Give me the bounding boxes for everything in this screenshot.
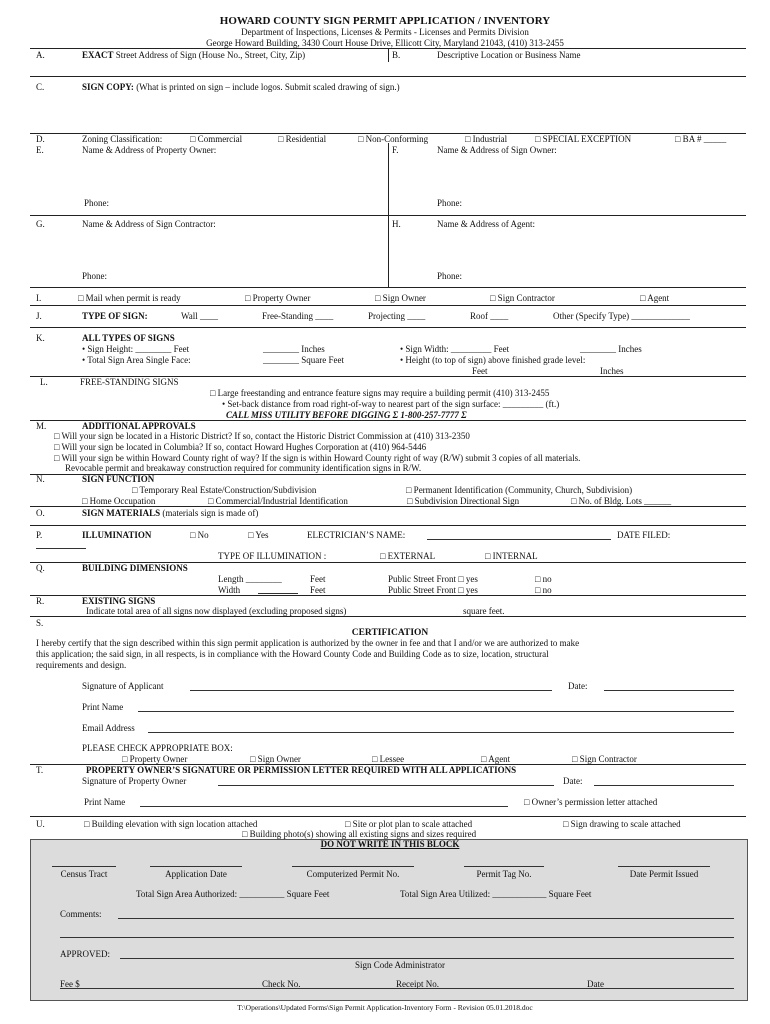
function-subdivision-directional-checkbox[interactable]: □ Subdivision Directional Sign (407, 496, 520, 506)
historic-district-checkbox[interactable]: □ Will your sign be located in a Historic District? If so, contact the Historic District Commission at (410) 313-2350 (54, 431, 470, 441)
applicant-property-owner-checkbox[interactable]: □ Property Owner (122, 754, 188, 764)
business-name-label: Descriptive Location or Business Name (437, 50, 581, 60)
width-feet-label: Feet (310, 585, 326, 595)
section-letter: L. (40, 377, 48, 387)
fee-line[interactable] (60, 988, 734, 989)
owner-date-field[interactable] (594, 785, 734, 786)
sign-materials-label (82, 508, 258, 518)
section-letter: K. (36, 333, 45, 343)
certification-title: CERTIFICATION (351, 628, 429, 638)
zoning-nonconforming-checkbox[interactable]: □ Non-Conforming (358, 134, 429, 144)
office-use-block (30, 839, 748, 1001)
street-address-label (82, 50, 305, 60)
type-projecting-field[interactable]: Projecting ____ (368, 311, 426, 321)
electrician-name-label: ELECTRICIAN’S NAME: (307, 530, 406, 540)
illumination-yes-checkbox[interactable]: □ Yes (248, 530, 269, 540)
certification-text-3: requirements and design. (36, 660, 127, 670)
rule (30, 305, 746, 306)
section-letter: N. (36, 474, 45, 484)
contractor-phone: Phone: (82, 271, 108, 281)
fee-label: Fee $ (60, 979, 80, 989)
function-home-occupation-checkbox[interactable]: □ Home Occupation (82, 496, 156, 506)
section-letter: H. (392, 219, 401, 229)
rule (30, 76, 746, 77)
date-permit-issued-label: Date Permit Issued (629, 869, 699, 879)
total-area-utilized[interactable]: Total Sign Area Utilized: ____________ Square Feet (400, 889, 592, 899)
check-no-label: Check No. (262, 979, 301, 989)
all-types-label: ALL TYPES OF SIGNS (82, 333, 175, 343)
illumination-label: ILLUMINATION (82, 530, 152, 540)
section-letter: Q. (36, 563, 45, 573)
rule (30, 616, 746, 617)
section-letter: G. (36, 219, 45, 229)
property-owner-label: Name & Address of Property Owner: (82, 145, 217, 155)
footer-path: T:\Operations\Updated Forms\Sign Permit Application-Inventory Form - Revision 05.01.2018.doc (237, 1003, 533, 1012)
existing-signs-label: EXISTING SIGNS (82, 596, 156, 606)
applicant-agent-checkbox[interactable]: □ Agent (481, 754, 511, 764)
sign-copy-bold: SIGN COPY: (82, 82, 134, 92)
length-feet-label: Feet (310, 574, 326, 584)
height-above-grade-label: • Height (to top of sign) above finished grade level: (400, 355, 586, 365)
height-above-grade-feet[interactable]: Feet (472, 366, 488, 376)
approved-signature-field[interactable] (120, 958, 734, 959)
function-permanent-checkbox[interactable]: □ Permanent Identification (Community, Church, Subdivision) (406, 485, 633, 495)
large-freestanding-checkbox[interactable]: □ Large freestanding and entrance feature signs may require a building permit (410) 313-2455 (210, 388, 550, 398)
function-commercial-checkbox[interactable]: □ Commercial/Industrial Identification (208, 496, 348, 506)
zoning-ba-checkbox[interactable]: □ BA # _____ (675, 134, 727, 144)
zoning-special-exception-checkbox[interactable]: □ SPECIAL EXCEPTION (535, 134, 632, 144)
building-dimensions-label: BUILDING DIMENSIONS (82, 563, 188, 573)
section-letter: U. (36, 819, 45, 829)
sign-code-admin-label: Sign Code Administrator (355, 960, 445, 970)
function-bldg-lots-checkbox[interactable]: □ No. of Bldg. Lots ______ (571, 496, 672, 506)
print-name-label: Print Name (82, 702, 124, 712)
section-letter: R. (36, 596, 45, 606)
comments-label: Comments: (60, 909, 102, 919)
section-letter: O. (36, 508, 45, 518)
date-filed-label: DATE FILED: (617, 530, 671, 540)
building-length-field[interactable]: Length ________ (218, 574, 282, 584)
census-tract-field[interactable] (52, 866, 116, 867)
mail-agent-checkbox[interactable]: □ Agent (640, 293, 670, 303)
type-wall-field[interactable]: Wall ____ (181, 311, 219, 321)
owner-permission-letter-checkbox[interactable]: □ Owner’s permission letter attached (524, 797, 658, 807)
sign-copy-rest: (What is printed on sign – include logos. Submit scaled drawing of sign.) (133, 82, 400, 92)
owner-signature-field[interactable] (218, 785, 554, 786)
site-plan-checkbox[interactable]: □ Site or plot plan to scale attached (345, 819, 473, 829)
comments-field-1[interactable] (118, 918, 734, 919)
electrician-name-field[interactable] (427, 539, 611, 540)
zoning-industrial-checkbox[interactable]: □ Industrial (465, 134, 508, 144)
sign-height-field[interactable]: • Sign Height: ________ Feet (82, 344, 190, 354)
illumination-external-checkbox[interactable]: □ EXTERNAL (380, 551, 436, 561)
property-owner-phone: Phone: (84, 198, 110, 208)
zoning-residential-checkbox[interactable]: □ Residential (278, 134, 327, 144)
right-of-way-checkbox[interactable]: □ Will your sign be within Howard County right of way? If the sign is within Howard County right of way (R/W) submit 3 copies of all materials. (54, 453, 581, 463)
computerized-permit-field[interactable] (292, 866, 414, 867)
agent-phone: Phone: (437, 271, 463, 281)
zoning-commercial-checkbox[interactable]: □ Commercial (190, 134, 243, 144)
section-letter: P. (36, 530, 43, 540)
application-date-field[interactable] (150, 866, 242, 867)
applicant-signature-label: Signature of Applicant (82, 681, 164, 691)
application-date-label: Application Date (165, 869, 227, 879)
rule (30, 287, 746, 288)
rule (30, 816, 746, 817)
sign-function-label: SIGN FUNCTION (82, 474, 155, 484)
mail-sign-owner-checkbox[interactable]: □ Sign Owner (375, 293, 426, 303)
sign-copy-label (82, 82, 400, 92)
applicant-lessee-checkbox[interactable]: □ Lessee (372, 754, 405, 764)
sign-owner-phone: Phone: (437, 198, 463, 208)
applicant-sign-contractor-checkbox[interactable]: □ Sign Contractor (572, 754, 637, 764)
sign-materials-rest: (materials sign is made of) (162, 508, 259, 518)
form-title: HOWARD COUNTY SIGN PERMIT APPLICATION / INVENTORY (219, 15, 551, 27)
owner-signature-label: Signature of Property Owner (82, 776, 187, 786)
date-filed-field[interactable] (36, 548, 86, 549)
freestanding-label: FREE-STANDING SIGNS (80, 377, 179, 387)
section-letter: M. (36, 421, 47, 431)
height-above-grade-inches[interactable]: Inches (600, 366, 624, 376)
setback-distance-field[interactable]: • Set-back distance from road right-of-way to nearest part of the sign surface: _________ (ft.) (222, 399, 560, 409)
total-area-field[interactable]: ________ Square Feet (263, 355, 344, 365)
revocable-permit-note: Revocable permit and breakaway construction required for community identification signs in R/W. (65, 463, 422, 473)
building-photos-checkbox[interactable]: □ Building photo(s) showing all existing signs and sizes required (242, 829, 477, 839)
type-other-field[interactable]: Other (Specify Type) _____________ (553, 311, 690, 321)
mail-sign-contractor-checkbox[interactable]: □ Sign Contractor (490, 293, 555, 303)
owner-print-name-field[interactable] (140, 806, 508, 807)
rule (30, 327, 746, 328)
sign-width-field[interactable]: • Sign Width: _________ Feet (400, 344, 510, 354)
applicant-sign-owner-checkbox[interactable]: □ Sign Owner (250, 754, 301, 764)
applicant-date-label: Date: (568, 681, 588, 691)
type-of-sign-label: TYPE OF SIGN: (82, 311, 148, 321)
type-freestanding-field[interactable]: Free-Standing ____ (262, 311, 334, 321)
owner-signature-required-title: PROPERTY OWNER’S SIGNATURE OR PERMISSION LETTER REQUIRED WITH ALL APPLICATIONS (86, 765, 517, 775)
approved-label: APPROVED: (60, 949, 111, 959)
sign-contractor-label: Name & Address of Sign Contractor: (82, 219, 216, 229)
existing-signs-instruction: Indicate total area of all signs now displayed (excluding proposed signs) (86, 606, 347, 616)
print-name-field[interactable] (138, 711, 734, 712)
section-letter: T. (36, 765, 44, 775)
receipt-no-label: Receipt No. (396, 979, 439, 989)
permit-tag-label: Permit Tag No. (476, 869, 532, 879)
public-street-front-no-1[interactable]: □ no (535, 574, 552, 584)
divider (388, 48, 389, 62)
certification-text-1: I hereby certify that the sign described within this sign permit application is authorized by the owner in fee and that I and/or we are authorized to make (36, 638, 580, 648)
address-label-rest: Street Address of Sign (House No., Street, City, Zip) (113, 50, 306, 60)
building-width-label: Width (218, 585, 241, 595)
sign-height-inches-field[interactable]: ________ Inches (263, 344, 325, 354)
address-line: George Howard Building, 3430 Court House Drive, Ellicott City, Maryland 21043, (410) 313-2455 (206, 38, 564, 48)
mail-when-ready-checkbox[interactable]: □ Mail when permit is ready (78, 293, 181, 303)
building-width-field[interactable] (258, 593, 298, 594)
applicant-date-field[interactable] (604, 690, 734, 691)
existing-signs-sqft[interactable]: square feet. (463, 606, 505, 616)
function-temporary-checkbox[interactable]: □ Temporary Real Estate/Construction/Subdivision (132, 485, 317, 495)
census-tract-label: Census Tract (60, 869, 108, 879)
sign-owner-label: Name & Address of Sign Owner: (437, 145, 557, 155)
applicant-signature-field[interactable] (190, 690, 552, 691)
section-letter: D. (36, 134, 45, 144)
additional-approvals-label: ADDITIONAL APPROVALS (82, 421, 196, 431)
section-letter: S. (36, 618, 44, 628)
divider (388, 215, 389, 287)
exact-label: EXACT (82, 50, 114, 60)
certification-text-2: this application; the said sign, in all respects, is in compliance with the Howard County Code and Building Code as to size, location, structural (36, 649, 549, 659)
sign-width-inches-field[interactable]: ________ Inches (580, 344, 642, 354)
email-address-label: Email Address (82, 723, 135, 733)
public-street-front-yes-2[interactable]: Public Street Front □ yes (388, 585, 478, 595)
computerized-permit-label: Computerized Permit No. (306, 869, 400, 879)
public-street-front-no-2[interactable]: □ no (535, 585, 552, 595)
email-address-field[interactable] (148, 732, 734, 733)
section-letter: C. (36, 82, 45, 92)
department-line: Department of Inspections, Licenses & Permits - Licenses and Permits Division (241, 27, 529, 37)
owner-date-label: Date: (563, 776, 583, 786)
section-letter: I. (36, 293, 42, 303)
permit-tag-field[interactable] (464, 866, 544, 867)
illumination-internal-checkbox[interactable]: □ INTERNAL (485, 551, 538, 561)
do-not-write-title: DO NOT WRITE IN THIS BLOCK (320, 839, 460, 849)
building-elevation-checkbox[interactable]: □ Building elevation with sign location attached (84, 819, 258, 829)
total-area-label: • Total Sign Area Single Face: (82, 355, 191, 365)
total-area-authorized[interactable]: Total Sign Area Authorized: __________ Square Feet (136, 889, 330, 899)
section-letter: A. (36, 50, 45, 60)
agent-label: Name & Address of Agent: (437, 219, 535, 229)
comments-field-2[interactable] (60, 937, 734, 938)
type-roof-field[interactable]: Roof ____ (470, 311, 509, 321)
columbia-checkbox[interactable]: □ Will your sign be located in Columbia? If so, contact Howard Hughes Corporation at (410) 964-5446 (54, 442, 427, 452)
section-letter: F. (392, 145, 399, 155)
check-box-label: PLEASE CHECK APPROPRIATE BOX: (82, 743, 233, 753)
mail-property-owner-checkbox[interactable]: □ Property Owner (245, 293, 311, 303)
sign-drawing-checkbox[interactable]: □ Sign drawing to scale attached (563, 819, 681, 829)
owner-print-name-label: Print Name (84, 797, 126, 807)
zoning-label: Zoning Classification: (82, 134, 163, 144)
illumination-no-checkbox[interactable]: □ No (190, 530, 209, 540)
illumination-type-label: TYPE OF ILLUMINATION : (218, 551, 327, 561)
section-letter: J. (36, 311, 42, 321)
miss-utility-notice: CALL MISS UTILITY BEFORE DIGGING Σ 1-800-257-7777 Σ (226, 410, 467, 420)
divider (388, 143, 389, 215)
rule (30, 525, 746, 526)
office-date-label: Date (587, 979, 604, 989)
sign-materials-bold: SIGN MATERIALS (82, 508, 161, 518)
rule (30, 506, 746, 507)
section-letter: E. (36, 145, 44, 155)
public-street-front-yes-1[interactable]: Public Street Front □ yes (388, 574, 478, 584)
section-letter: B. (392, 50, 401, 60)
date-permit-issued-field[interactable] (618, 866, 710, 867)
